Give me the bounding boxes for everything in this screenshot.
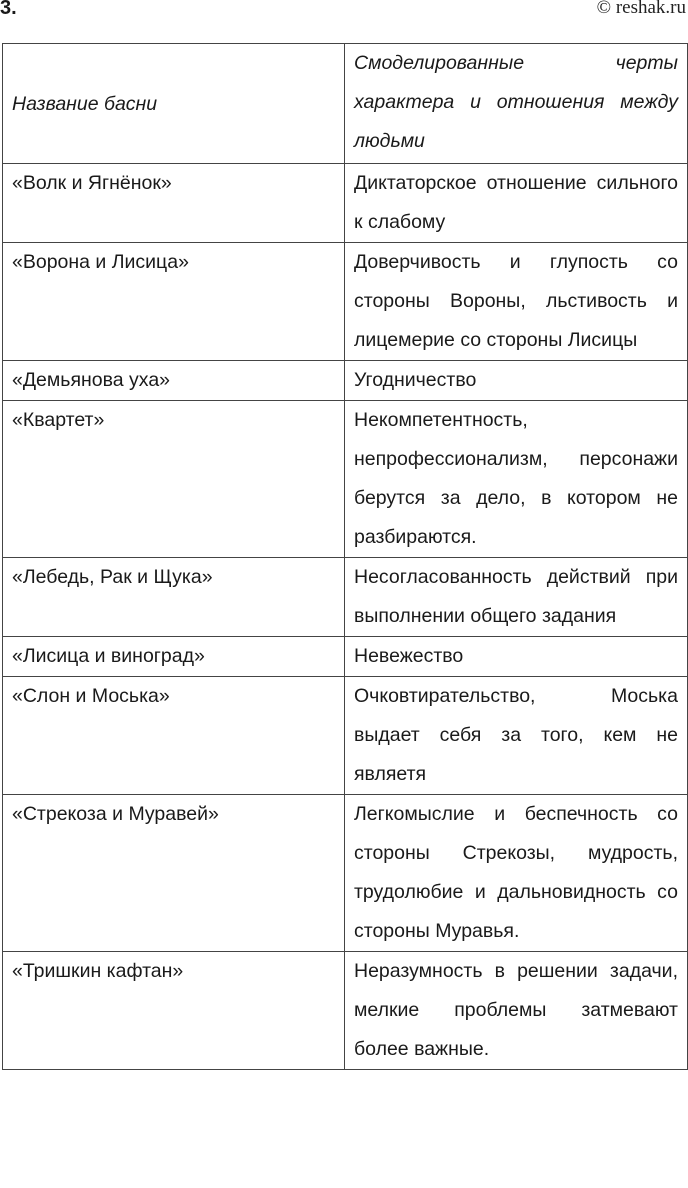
traits-cell: Некомпетентность, непрофессионализм, персонажи берутся за дело, в котором не разбираются.: [345, 401, 688, 558]
fable-name-cell: «Ворона и Лисица»: [3, 243, 345, 361]
column-header-traits: Смоделированные черты характера и отношения между людьми: [345, 44, 688, 164]
fable-name-cell: «Лебедь, Рак и Щука»: [3, 558, 345, 637]
table-row: [3, 361, 688, 401]
column-header-fable-name: Название басни: [3, 44, 345, 164]
table-row: [3, 164, 688, 243]
table-row: [3, 795, 688, 952]
traits-cell: Несогласованность действий при выполнении общего задания: [345, 558, 688, 637]
fable-name-cell: «Тришкин кафтан»: [3, 952, 345, 1070]
fable-name-cell: «Лисица и виноград»: [3, 637, 345, 677]
fable-name-cell: «Слон и Моська»: [3, 677, 345, 795]
traits-cell: Угодничество: [345, 361, 688, 401]
table-row: [3, 952, 688, 1070]
fables-table: [2, 43, 688, 1070]
fable-name-cell: «Квартет»: [3, 401, 345, 558]
task-number: 3.: [0, 0, 17, 19]
traits-cell: Диктаторское отношение сильного к слабому: [345, 164, 688, 243]
table-row: [3, 558, 688, 637]
fable-name-cell: «Стрекоза и Муравей»: [3, 795, 345, 952]
traits-cell: Очковтирательство, Моська выдает себя за того, кем не являетя: [345, 677, 688, 795]
site-watermark: © reshak.ru: [596, 0, 686, 18]
fable-name-cell: «Демьянова уха»: [3, 361, 345, 401]
traits-cell: Легкомыслие и беспечность со стороны Стрекозы, мудрость, трудолюбие и дальновидность со стороны Муравья.: [345, 795, 688, 952]
traits-cell: Неразумность в решении задачи, мелкие проблемы затмевают более важные.: [345, 952, 688, 1070]
table-row: [3, 243, 688, 361]
table-header-row: [3, 44, 688, 164]
table-row: [3, 677, 688, 795]
fable-name-cell: «Волк и Ягнёнок»: [3, 164, 345, 243]
table-row: [3, 637, 688, 677]
table-row: [3, 401, 688, 558]
traits-cell: Доверчивость и глупость со стороны Вороны, льстивость и лицемерие со стороны Лисицы: [345, 243, 688, 361]
traits-cell: Невежество: [345, 637, 688, 677]
